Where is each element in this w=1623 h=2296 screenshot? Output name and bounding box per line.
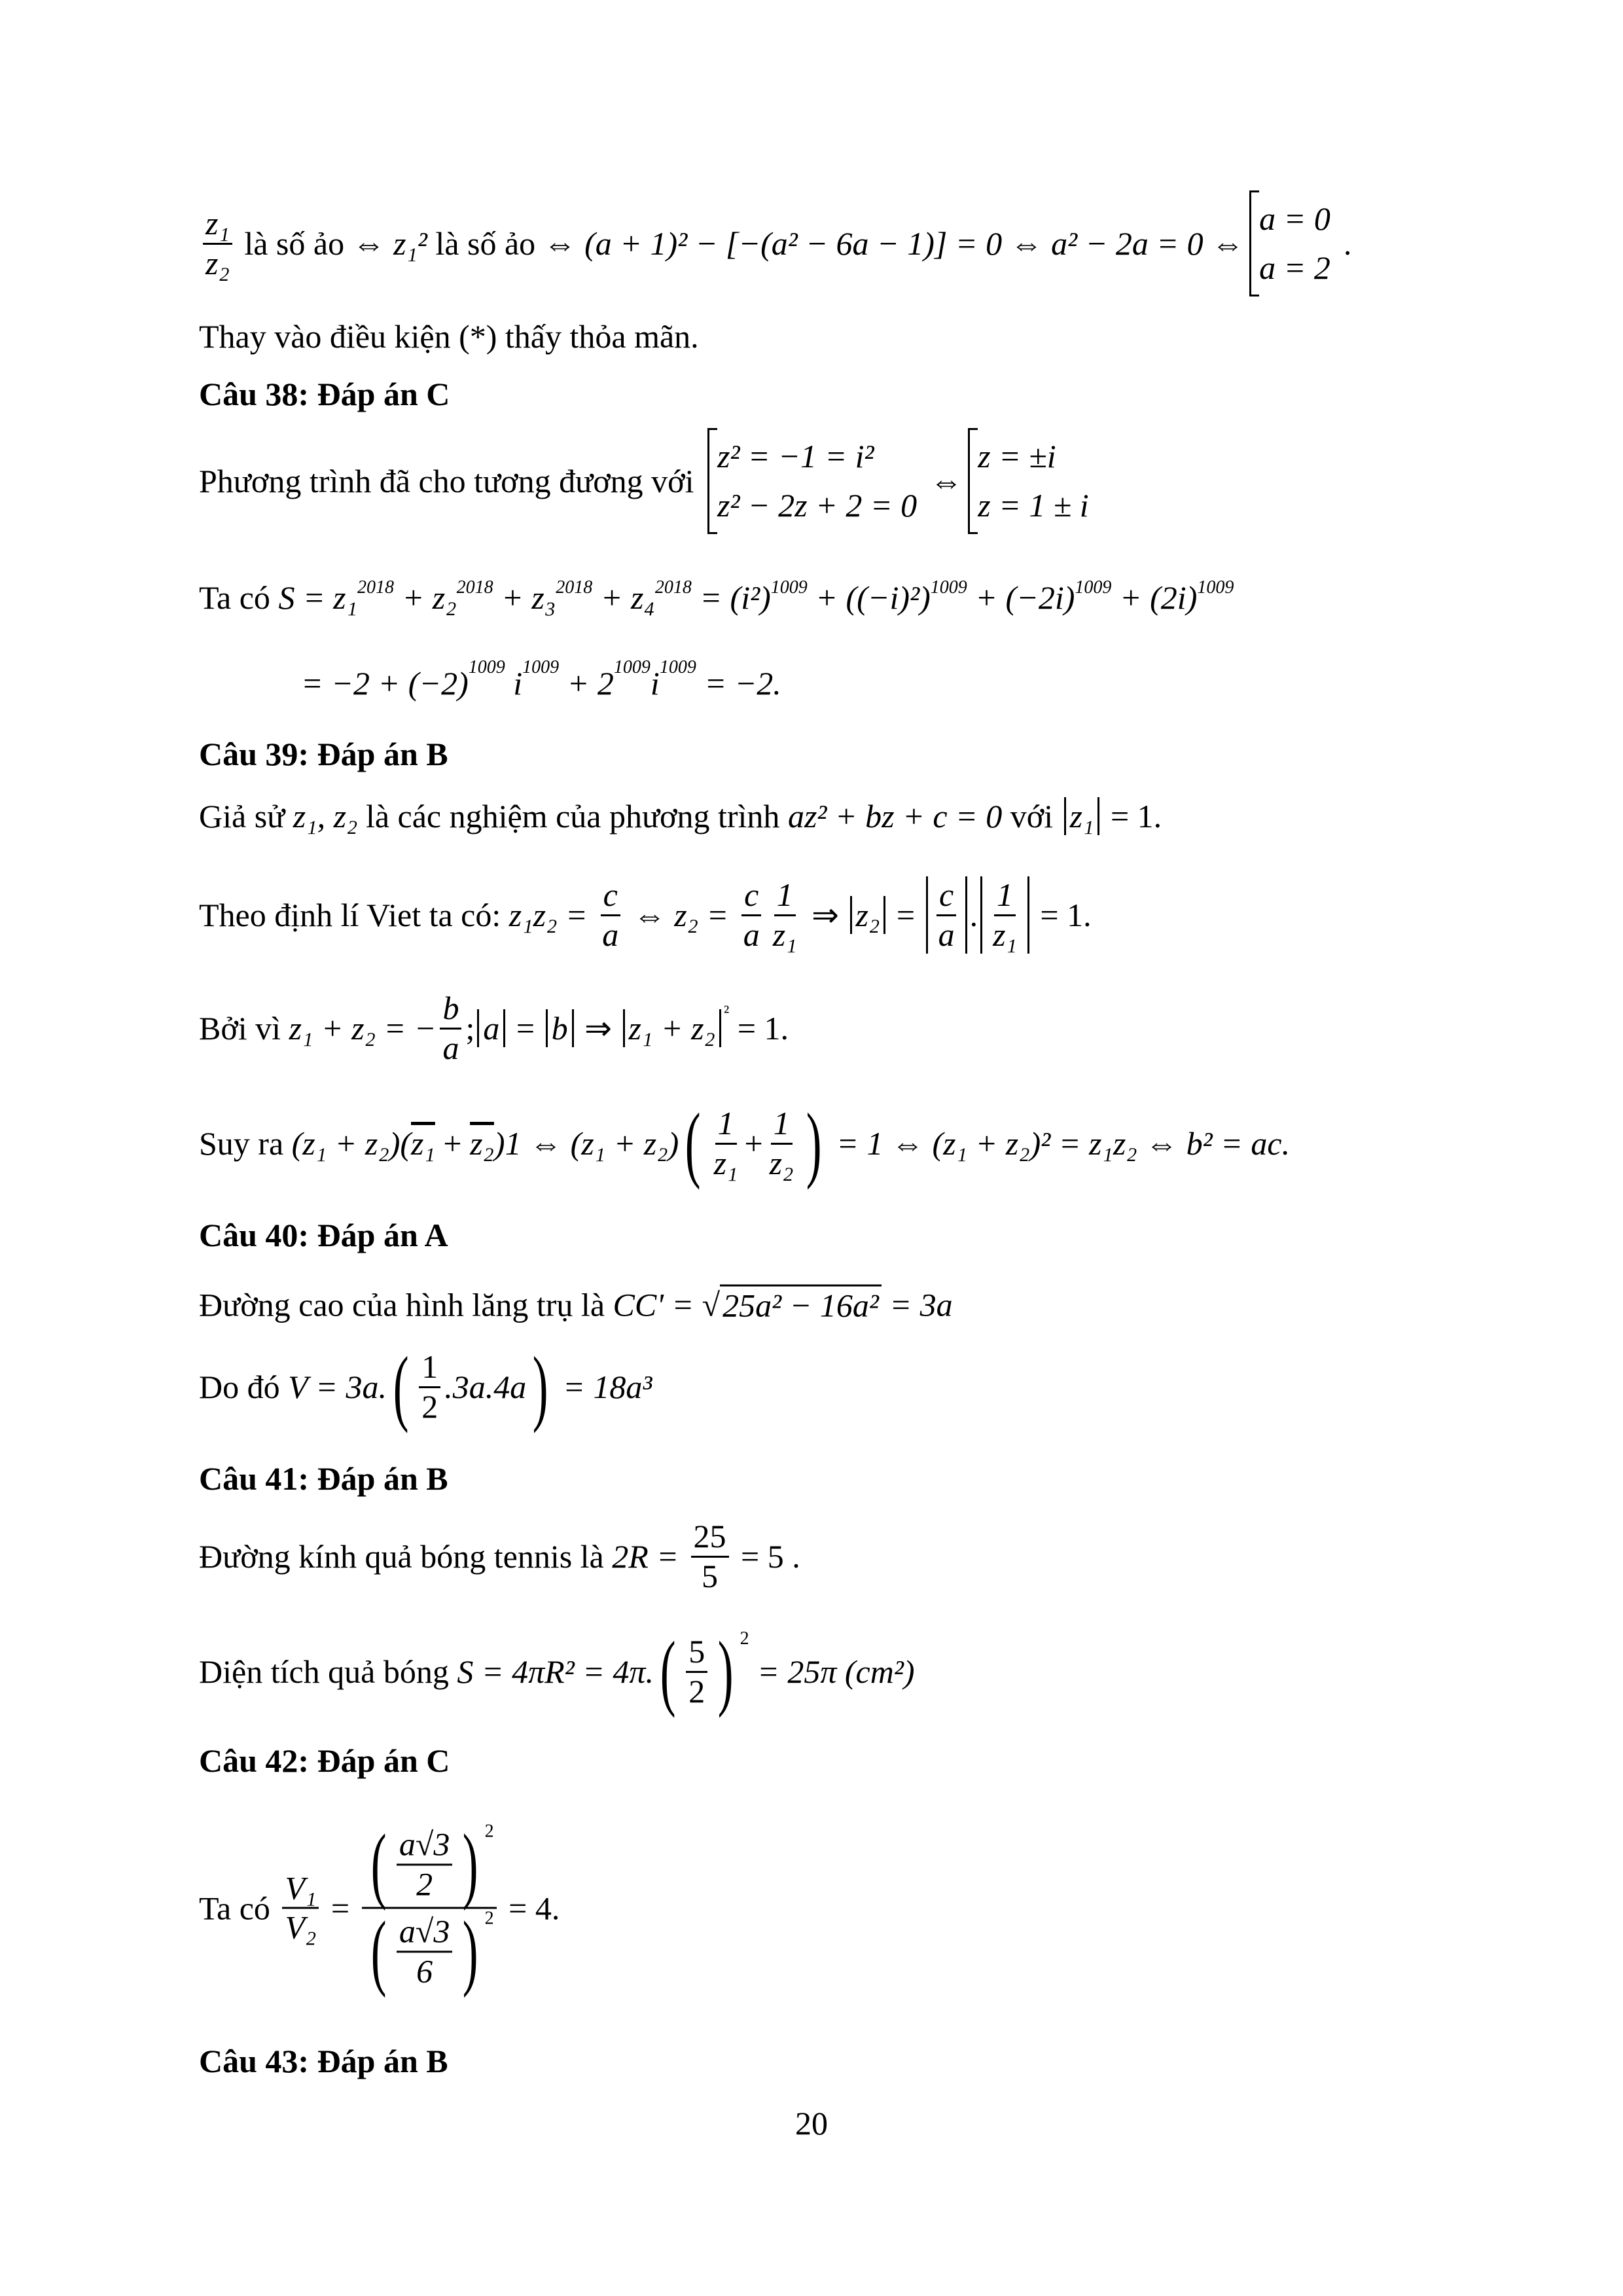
q42-heading: Câu 42: Đáp án C <box>199 1742 450 1779</box>
q39-heading: Câu 39: Đáp án B <box>199 736 448 772</box>
q38-sum: Ta có $S = z_1^{2018} + z_2^{2018} + z_3^{2018} + z_4^{2018} = (i^2)^{1009} + ((-i)^2)^{1009} + (-2i)^{1009} + (2i)^{1009}$ <box>199 577 1234 616</box>
q40-volume: Do đó V = 3a. ( $\frac{1}{2}$ .3a.4a ) = 18a³ <box>199 1340 652 1434</box>
q40-heading: Câu 40: Đáp án A <box>199 1217 448 1253</box>
q43-heading: Câu 43: Đáp án B <box>199 2043 448 2079</box>
compound-fraction: ( $\frac{a√3}{2}$ ) $^2$ ( $\frac{a√3}{6}$ ) $^2$ <box>362 1822 497 1994</box>
q37-equation: $\frac{\text{z₁}}{\text{z₂}}$ là số ảo ⇔ z₁² là số ảo ⇔ (a + 1)² − [−(a² − 6a − 1)] = 0 ⇔ a² − 2a = 0 ⇔ a = 0 a = 2 . <box>199 190 1351 296</box>
big-paren: ) <box>806 1096 823 1191</box>
fraction: $\frac{\text{z₁}}{\text{z₂}}$ <box>203 205 232 282</box>
q42-ratio: Ta có $\frac{\text{V₁}}{\text{V₂}}$ = ( $\frac{a√3}{2}$ ) $^2$ ( $\frac{a√3}{6}$ ) $^2$ = 4. <box>199 1817 560 1999</box>
q38-heading: Câu 38: Đáp án C <box>199 376 450 412</box>
q39-assume: Giả sử z₁, z₂ là các nghiệm của phương trình az² + bz + c = 0 với z₁ = 1. <box>199 798 1162 834</box>
sqrt: √ 25a² − 16a² <box>702 1285 882 1325</box>
equation-system: z = ±i z = 1 ± i <box>968 428 1097 534</box>
q41-diameter: Đường kính quả bóng tennis là 2R = $\frac{25}{5}$ = 5 . <box>199 1518 800 1594</box>
q39-conclusion: Suy ra (z₁ + z₂)( z₁ + z₂ )1 ⇔ (z₁ + z₂) ( $\frac{1}{\text{z₁}}$ + $\frac{1}{\text{z₂}}$ ) = 1 ⇔ (z₁ + z₂)² = z₁z₂ ⇔ b² = ac. <box>199 1096 1291 1191</box>
equation-system: a = 0 a = 2 <box>1249 190 1338 296</box>
q39-viet: Theo định lí Viet ta có: z₁z₂ = $\frac{c}{a}$ ⇔ z₂ = $\frac{c}{a}$ $\frac{1}{\text{z₁}}$ ⇒ z₂ = $\frac{c}{a}$ . $\frac{1}{\text{z₁}}$ = 1. <box>199 876 1092 953</box>
q38-system: Phương trình đã cho tương đương với z² = −1 = i² z² − 2z + 2 = 0 ⇔ z = ±i z = 1 ± i <box>199 428 1102 534</box>
q41-heading: Câu 41: Đáp án B <box>199 1460 448 1497</box>
q37-conclusion: Thay vào điều kiện (*) thấy thỏa mãn. <box>199 318 699 355</box>
q39-because: Bởi vì z₁ + z₂ = − $\frac{b}{a}$ ; a = b ⇒ z₁ + z₂ $^{^2}$ = 1. <box>199 990 789 1066</box>
equation-system: z² = −1 = i² z² − 2z + 2 = 0 <box>707 428 925 534</box>
big-paren: ( <box>685 1096 701 1191</box>
page-number: 20 <box>795 2105 828 2142</box>
q38-result: = −2 + (−2) $^{1009}$ i $^{1009}$ + 2 $^{1009}$ i $^{1009}$ = −2. <box>301 657 781 702</box>
q40-height: Đường cao của hình lăng trụ là CC' = √ 25a² − 16a² = 3a <box>199 1285 953 1325</box>
q41-area: Diện tích quả bóng S = 4πR² = 4π. ( $\frac{5}{2}$ ) $^2$ = 25π (cm²) <box>199 1624 915 1719</box>
